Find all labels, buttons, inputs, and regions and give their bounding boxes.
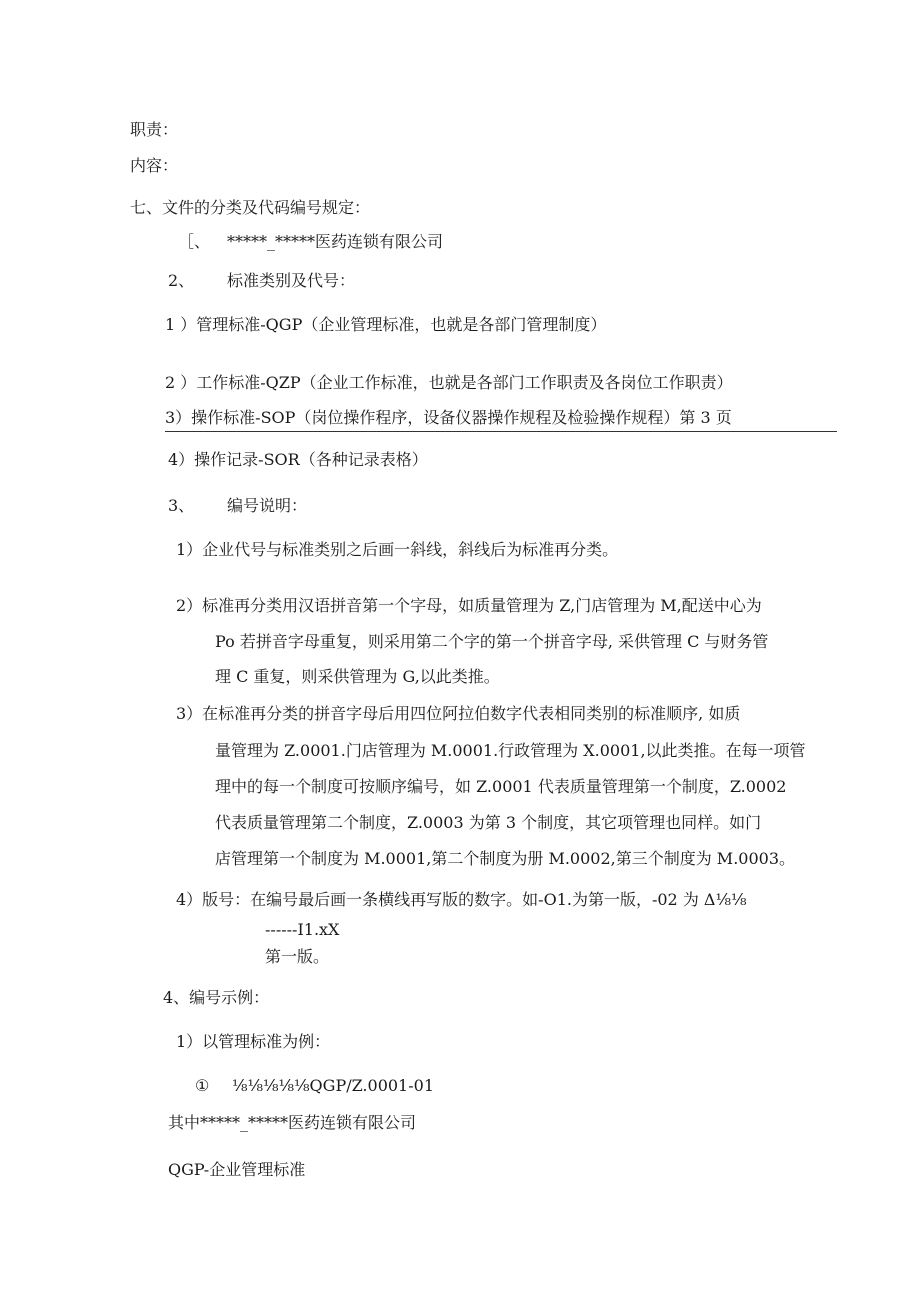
rule-3-line-5: 店管理第一个制度为 M.0001,第二个制度为册 M.0002,第三个制度为 M.0003。: [215, 849, 795, 868]
item-2-marker: 2、: [168, 271, 195, 290]
label-content: 内容：: [130, 156, 179, 175]
page-separator-line: [165, 431, 837, 432]
item-3-heading: 编号说明：: [227, 496, 308, 515]
section-heading-7: 七、文件的分类及代码编号规定：: [130, 198, 371, 217]
rule-3-line-1: 3）在标准再分类的拼音字母后用四位阿拉伯数字代表相同类别的标准顺序, 如质: [176, 704, 741, 723]
category-sop: 3）操作标准-SOP（岗位操作程序，设备仪器操作规程及检验操作规程）第 3 页: [165, 408, 732, 427]
rule-2-line-2: Po 若拼音字母重复，则采用第二个字的第一个拼音字母, 采供管理 C 与财务管: [215, 632, 769, 651]
example-qgp-line: QGP-企业管理标准: [168, 1160, 306, 1179]
example-company-line: 其中*****_*****医药连锁有限公司: [168, 1113, 417, 1132]
category-qzp: 2 ）工作标准-QZP（企业工作标准，也就是各部门工作职责及各岗位工作职责）: [165, 373, 733, 392]
rule-1: 1）企业代号与标准类别之后画一斜线，斜线后为标准再分类。: [176, 540, 619, 559]
rule-3-line-4: 代表质量管理第二个制度，Z.0003 为第 3 个制度，其它项管理也同样。如门: [215, 813, 762, 832]
item-3-marker: 3、: [168, 496, 195, 515]
category-sor: 4）操作记录-SOR（各种记录表格）: [168, 450, 428, 469]
example-1-code: ⅛⅛⅛⅛⅛QGP/Z.0001-01: [232, 1076, 434, 1095]
rule-4-line-3: 第一版。: [265, 947, 330, 966]
item-2-heading: 标准类别及代号：: [227, 271, 356, 290]
item-1-marker: ［、: [178, 232, 211, 251]
example-intro: 1）以管理标准为例：: [176, 1032, 331, 1051]
category-qgp: 1 ）管理标准-QGP（企业管理标准，也就是各部门管理制度）: [165, 315, 607, 334]
section-heading-4: 4、编号示例：: [163, 988, 270, 1007]
item-1-company: *****_*****医药连锁有限公司: [227, 232, 444, 251]
rule-2-line-1: 2）标准再分类用汉语拼音第一个字母，如质量管理为 Z,门店管理为 M,配送中心为: [176, 596, 762, 615]
rule-2-line-3: 理 C 重复，则采供管理为 G,以此类推。: [215, 667, 500, 686]
rule-4-line-1: 4）版号：在编号最后画一条横线再写版的数字。如-O1.为第一版，-02 为 Δ⅛⅛: [176, 890, 747, 909]
rule-3-line-2: 量管理为 Z.0001.门店管理为 M.0001.行政管理为 X.0001,以此类推。在每一项管: [215, 741, 806, 760]
label-duties: 职责：: [130, 120, 179, 139]
rule-3-line-3: 理中的每一个制度可按顺序编号，如 Z.0001 代表质量管理第一个制度，Z.0002: [215, 777, 787, 796]
rule-4-line-2: ------I1.xX: [265, 920, 340, 939]
example-1-marker: ①: [195, 1076, 210, 1095]
